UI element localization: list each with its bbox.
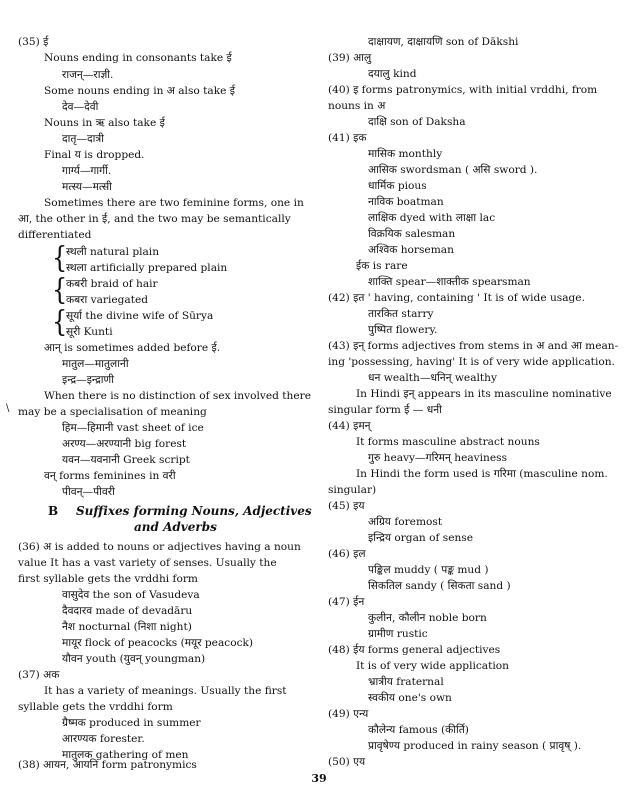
section-title: Suffixes forming Nouns, Adjectives [76,504,312,518]
page-number: 39 [311,772,327,785]
text-line: nouns in अ [328,100,386,112]
example-line: कबरी braid of hair [66,278,158,290]
example-line: गार्ग्य—गार्गी. [62,165,112,177]
section-heading: (44) इमन् [328,420,371,432]
example-line: राजन्—राज्ञी. [62,69,114,81]
section-heading: (39) आलु [328,52,372,64]
section-heading: (43) इन् forms adjectives from stems in अ and आ mean- [328,340,619,352]
section-heading: (48) ईय forms general adjectives [328,644,501,656]
example-line: पुष्पित flowery. [368,324,438,336]
example-line: सूर्या the divine wife of Sūrya [66,310,214,322]
example-line: तारकित starry [368,308,434,320]
example-line: शाक्ति spear—शाक्तीक spearsman [368,276,531,288]
text-line: differentiated [18,229,92,241]
example-line: आरण्यक forester. [62,733,145,745]
example-line: विक्रयिक salesman [368,228,456,240]
section-heading: (38) आयन, आयनि form patronymics [18,759,197,771]
example-line: दैवदारव made of devadāru [62,605,193,617]
text-line: आ, the other in ई, and the two may be semantically [18,213,291,225]
example-line: देव—देवी [62,101,99,113]
example-line: मत्स्य—मत्सी [62,181,112,193]
text-line: Sometimes there are two feminine forms, one in [44,197,304,209]
example-line: ग्रामीण rustic [368,628,428,640]
section-heading: (50) एय [328,756,366,768]
section-heading: (40) इ forms patronymics, with initial vrddhi, from [328,84,598,96]
example-line: यवन—यवनानी Greek script [62,454,190,466]
section-title: and Adverbs [134,520,217,534]
text-line: first syllable gets the vrddhi form [18,573,198,585]
example-line: अरण्य—अरण्यानी big forest [62,438,187,450]
example-line: स्थला artificially prepared plain [66,262,228,274]
example-line: नाविक boatman [368,196,444,208]
example-line: मातुल—मातुलानी [62,358,129,370]
example-line: मायूर flock of peacocks (मयूर peacock) [62,637,254,649]
section-heading: (42) इत ' having, containing ' It is of wide usage. [328,292,585,304]
example-line: धार्मिक pious [368,180,427,192]
text-line: Final य is dropped. [44,149,145,161]
example-line: हिम—हिमानी vast sheet of ice [62,422,204,434]
text-line: ing 'possessing, having' It is of very wide application. [328,356,615,368]
example-line: अग्रिय foremost [368,516,443,528]
text-line: Some nouns ending in अ also take ई [44,85,235,97]
text-line: It has a variety of meanings. Usually the first [44,685,287,697]
text-line: Nouns in ऋ also take ई [44,117,165,129]
example-line: इन्द्र—इन्द्राणी [62,374,114,386]
text-line: singular) [328,484,377,496]
section-heading: (41) इक [328,132,367,144]
text-line: (36) अ is added to nouns or adjectives having a noun [18,541,301,553]
example-line: दाक्षि son of Daksha [368,116,466,128]
brace-icon: { [52,273,68,307]
example-line: सिकतिल sandy ( सिकता sand ) [368,580,511,592]
example-line: मातुलक gathering of men [62,749,189,761]
text-line: may be a specialisation of meaning [18,406,207,418]
example-line: गुरु heavy—गरिमन् heaviness [368,452,508,464]
text-line: In Hindi the form used is गरिमा (masculine nom. [356,468,608,480]
example-line: सूरी Kunti [66,326,113,338]
example-line: प्रावृषेण्य produced in rainy season ( प्रावृष् ). [368,740,582,752]
example-line: स्वकीय one's own [368,692,452,704]
section-heading: (45) इय [328,500,365,512]
text-line: आन् is sometimes added before ई. [44,342,221,354]
text-line: It is of very wide application [356,660,509,672]
example-line: दातृ—दात्री [62,133,104,145]
example-line: कौलेन्य famous (कीर्ति) [368,724,469,736]
text-line: value It has a vast variety of senses. Usually the [18,557,277,569]
example-line: पङ्किल muddy ( पङ्क mud ) [368,564,489,576]
section-heading: (46) इल [328,548,366,560]
text-line: Nouns ending in consonants take ई [44,52,232,64]
text-line: It forms masculine abstract nouns [356,436,540,448]
text-line: syllable gets the vrddhi form [18,701,173,713]
example-line: कबरा variegated [66,294,149,306]
brace-icon: { [52,241,68,275]
example-line: ग्रैष्मक produced in summer [62,717,201,729]
margin-mark: \ [6,403,10,414]
section-heading: (47) ईन [328,596,365,608]
brace-icon: { [52,305,68,339]
text-line: वन् forms feminines in वरी [44,470,176,482]
example-line: अश्विक horseman [368,244,454,256]
example-line: लाक्षिक dyed with लाक्षा lac [368,212,496,224]
example-line: मासिक monthly [368,148,443,160]
text-line: In Hindi इन् appears in its masculine nominative [356,388,612,400]
example-line: वासुदेव the son of Vasudeva [62,589,200,601]
example-line: स्थली natural plain [66,246,160,258]
example-line: इन्द्रिय organ of sense [368,532,473,544]
text-line: When there is no distinction of sex involved there [44,390,311,402]
section-heading: (35) ई [18,36,49,48]
example-line: पीवन्—पीवरी [62,486,115,498]
section-heading: (49) एन्य [328,708,369,720]
example-line: भ्रात्रीय fraternal [368,676,444,688]
example-line: कुलीन, कौलीन noble born [368,612,487,624]
example-line: आसिक swordsman ( असि sword ). [368,164,538,176]
example-line: नैश nocturnal (निशा night) [62,621,192,633]
text-line: singular form ई — धनी [328,404,442,416]
example-line: धन wealth—धनिन् wealthy [368,372,497,384]
section-heading: (37) अक [18,669,60,681]
example-line: यौवन youth (युवन् youngman) [62,653,206,665]
section-letter: B [48,504,59,518]
text-line: ईक is rare [356,260,408,272]
example-line: दाक्षायण, दाक्षायणि son of Dākshi [368,36,519,48]
example-line: दयालु kind [368,68,417,80]
